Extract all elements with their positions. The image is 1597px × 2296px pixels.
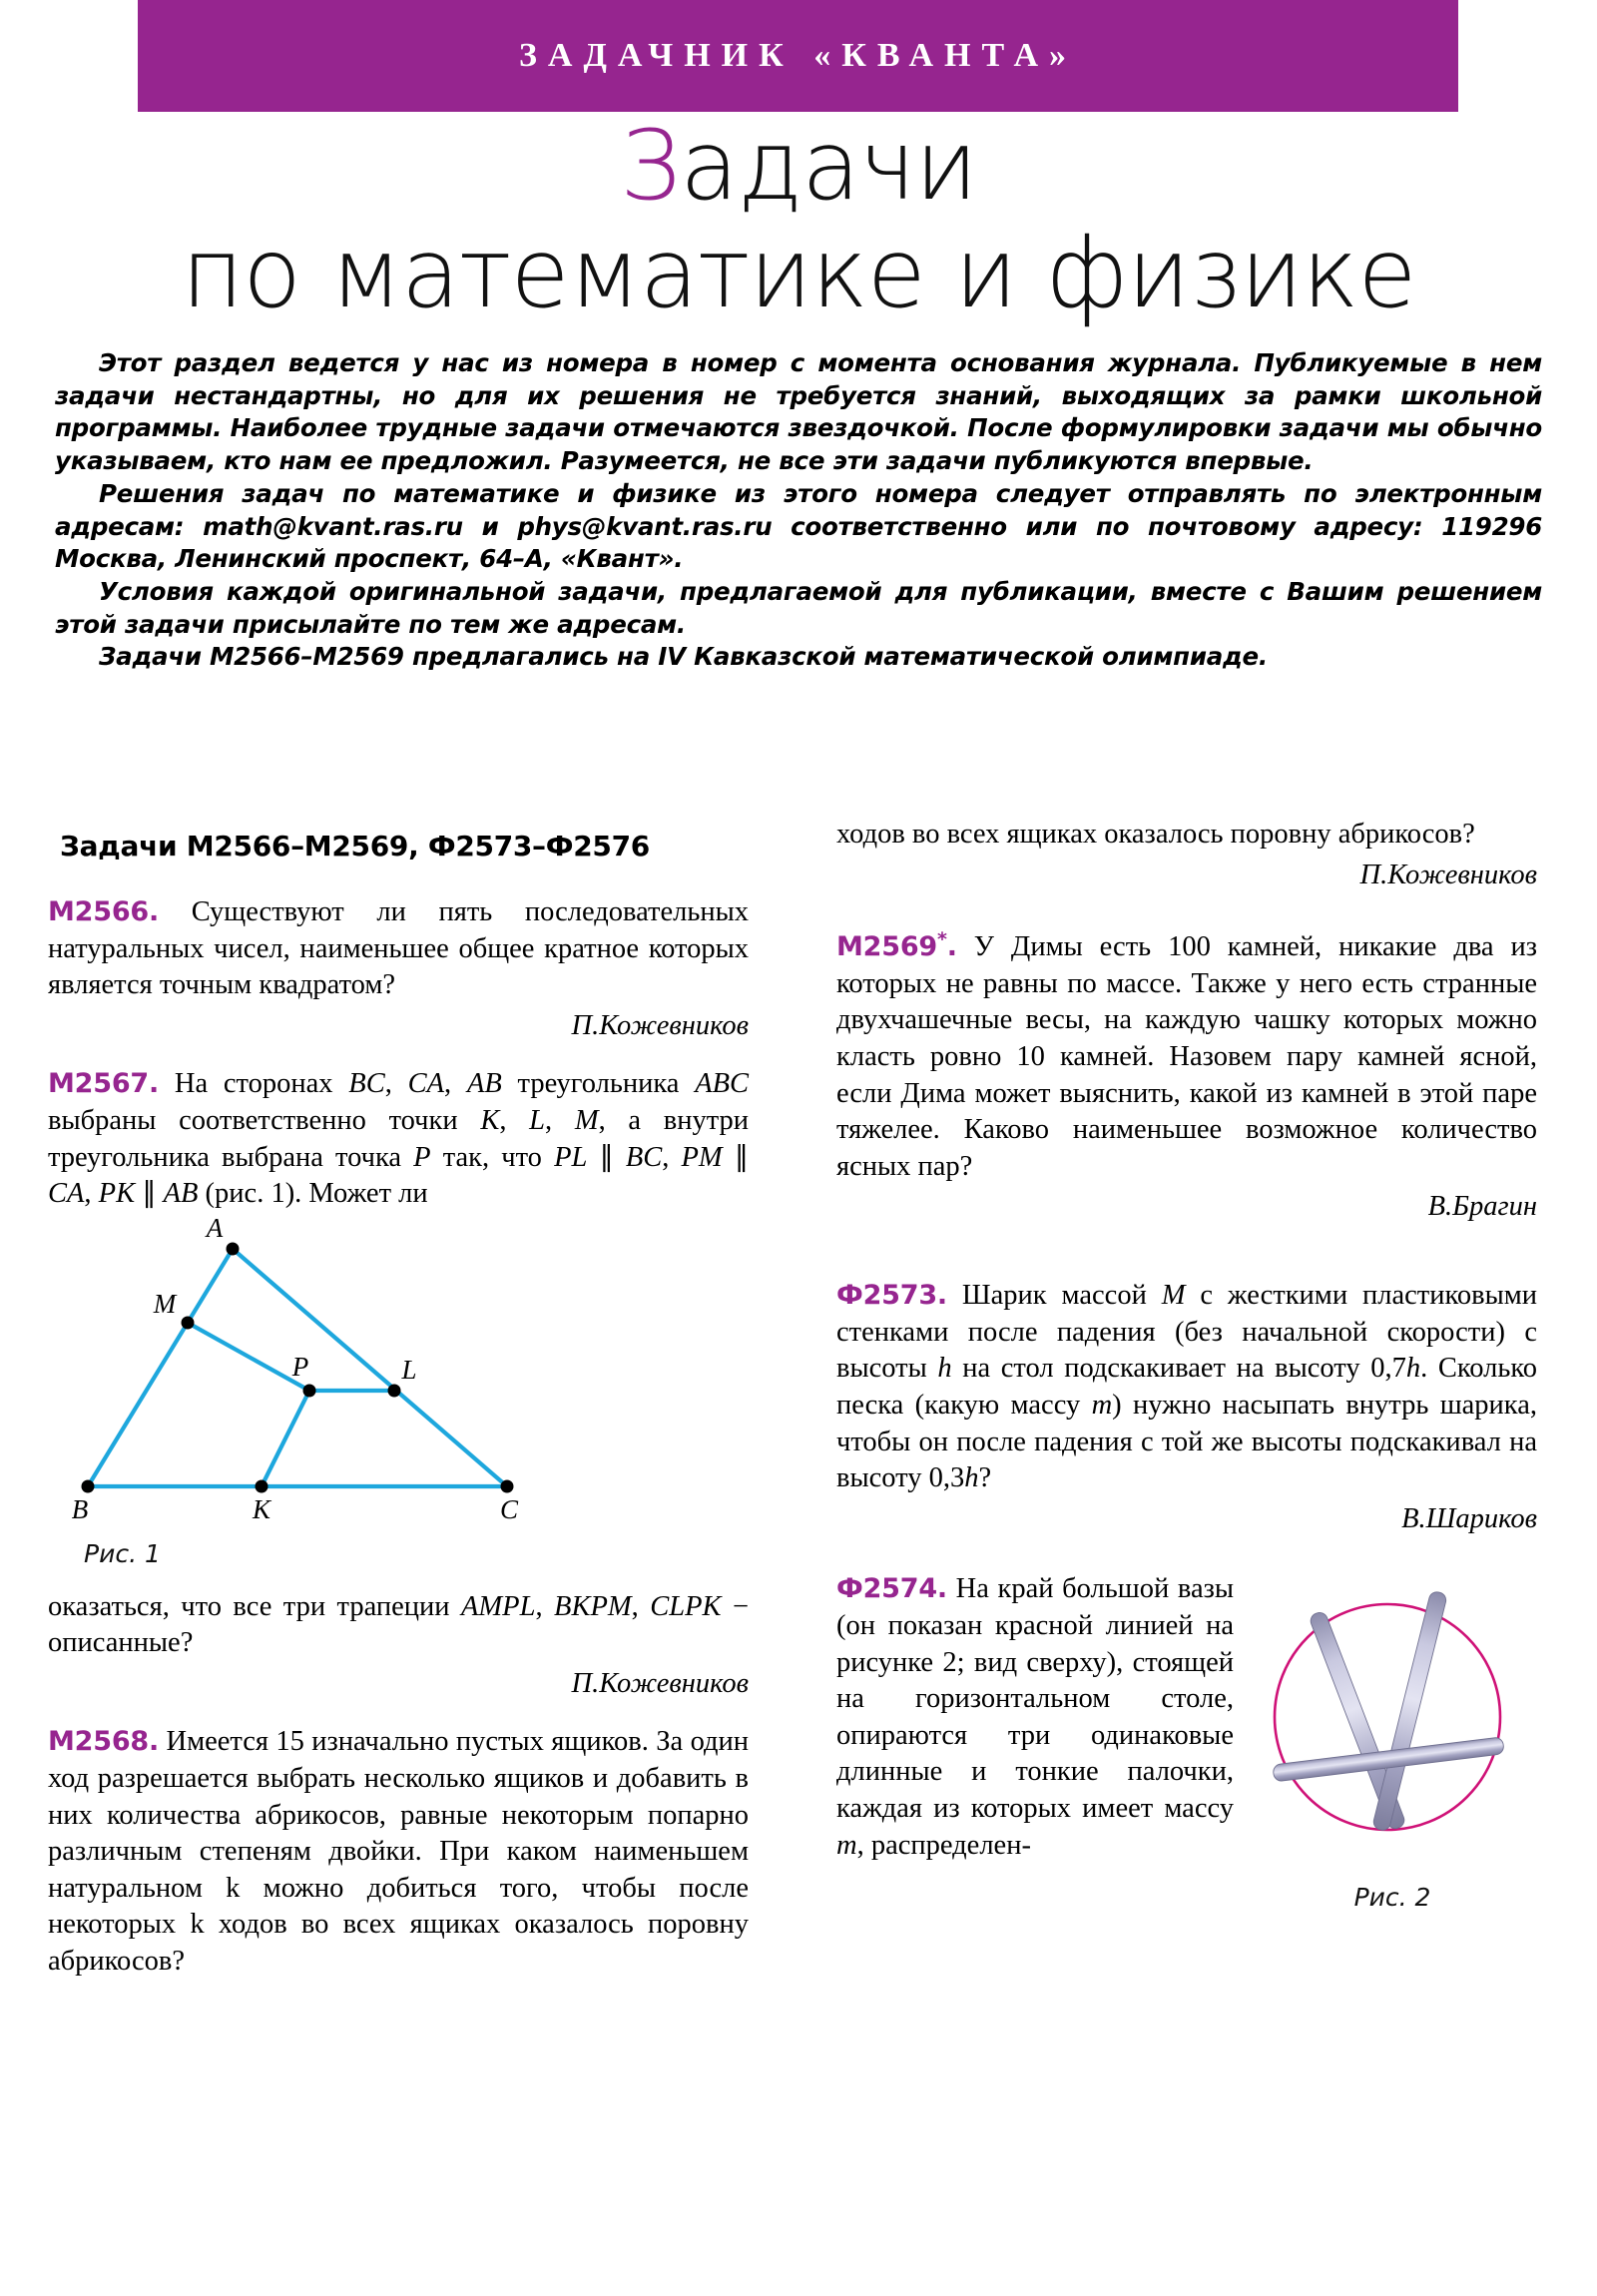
problem-m2567-continued: оказаться, что все три трапеции AMPL, BKPM, CLPK − описанные? — [48, 1590, 750, 1659]
problem-author-f2573: В.Шариков — [1401, 1502, 1537, 1534]
m2567-frag-7: так, что — [442, 1141, 542, 1173]
fig1-point-M — [182, 1316, 195, 1329]
problem-author-m2568: П.Кожевников — [1359, 859, 1537, 890]
figure-1 — [48, 1212, 749, 1571]
problem-body-m2566: Существуют ли пять последовательных натуральных чисел, наименьшее общее кратное которых является точным квадратом? — [48, 895, 749, 1001]
page-title-accent-letter: З — [620, 110, 681, 222]
fig1-side-AC — [233, 1249, 507, 1486]
fig1-seg-PK — [262, 1391, 309, 1486]
problem-id-f2573: Ф2573. — [836, 1280, 947, 1312]
problem-f2573 — [836, 1278, 1537, 1497]
problem-id-m2569: М2569*. — [836, 928, 957, 963]
figure-1-caption: Рис. 1 — [84, 1539, 161, 1569]
fig1-point-L — [388, 1384, 401, 1397]
problem-id-m2566: М2566. — [48, 895, 160, 927]
fig1-label-A: A — [206, 1212, 224, 1243]
problem-m2567 — [48, 1066, 749, 1212]
m2567-frag-11: описанные? — [48, 1627, 194, 1659]
problem-body-f2574: На край большой вазы (он показан красной линией на рисунке 2; вид сверху), стоящей на горизонтальном столе, опираются три одинаковые длинные и тонкие палочки, каждая из которых имеет массу m, распределен- — [836, 1573, 1234, 1861]
problem-body-f2573: Шарик массой M с жесткими пластиковыми стенками после падения (без начальной скорости) с высоты h на стол подскакивает на высоту 0,7h. Сколько песка (какую массу m) нужно насыпать внутрь шарика, чтобы он после падения с той же высоты подскакивал на высоту 0,3h? — [836, 1280, 1538, 1494]
fig1-point-B — [82, 1479, 95, 1492]
m2567-frag-2: треугольника — [517, 1068, 680, 1100]
intro-paragraph-1: Этот раздел ведется у нас из номера в номер с момента основания журнала. Публикуемые в нем задачи нестандартны, но для их решения не требуется знаний, выходящих за рамки школьной программы. Наиболее трудные задачи отмечаются звездочкой. После формулировки задачи мы обычно указываем, кто нам ее предложил. Разумеется, не все эти задачи публикуются впервые. — [55, 348, 1542, 476]
problem-f2574 — [836, 1571, 1537, 1914]
m2567-frag-4: точки — [388, 1105, 458, 1137]
problem-author-m2566: П.Кожевников — [571, 1009, 749, 1041]
problem-id-m2569-text: М2569 — [836, 931, 938, 963]
masthead-label: ЗАДАЧНИК «КВАНТА» — [518, 37, 1077, 74]
problem-id-m2568: М2568. — [48, 1726, 160, 1758]
fig1-point-C — [501, 1479, 514, 1492]
section-heading: Задачи М2566–М2569, Ф2573–Ф2576 — [60, 830, 650, 862]
figure-2 — [1248, 1577, 1537, 1914]
problem-m2566 — [48, 894, 749, 1004]
fig1-label-L: L — [401, 1354, 417, 1385]
problem-m2569 — [836, 927, 1537, 1185]
intro-block — [55, 347, 1542, 674]
fig2-stick-2 — [1372, 1590, 1448, 1832]
problem-id-m2567: М2567. — [48, 1068, 160, 1100]
problem-id-f2574: Ф2574. — [836, 1573, 947, 1605]
m2567-frag-5: , а внутри треугольника — [48, 1105, 750, 1173]
fig1-point-P — [303, 1384, 316, 1397]
problem-body-m2567: На сторонах BC, CA, AB треугольника ABC выбраны соответственно точки K, L, M, а внутри треугольника выбрана точка P так, что PL ∥ BC, PM ∥ CA, PK ∥ AB (рис. 1). Может ли — [48, 1068, 750, 1210]
m2567-frag-6: выбрана точка — [222, 1141, 402, 1173]
left-column — [48, 829, 749, 1981]
fig1-label-M: M — [153, 1288, 177, 1319]
problem-m2568-continued — [836, 817, 1537, 854]
problem-body-m2569: У Димы есть 100 камней, никакие два из которых не равны по массе. Также у него есть странные двухчашечные весы, на каждую чашку которых можно класть ровно 10 камней. Назовем пару камней ясной, если Дима может выяснить, какой из камней в этой паре тяжелее. Каково наименьшее возможное количество ясных пар? — [836, 931, 1538, 1182]
m2567-frag-3: выбраны соответственно — [48, 1105, 366, 1137]
fig1-seg-MP — [188, 1323, 309, 1391]
figure-2-caption: Рис. 2 — [1353, 1882, 1431, 1912]
figure-1-svg — [48, 1212, 687, 1528]
problem-m2568 — [48, 1724, 749, 1980]
intro-paragraph-4: Задачи М2566–М2569 предлагались на IV Кавказской математической олимпиаде. — [99, 642, 1268, 672]
problem-star-m2569: * — [937, 928, 947, 951]
problem-m2568-tail: ходов во всех ящиках оказалось поровну абрикосов? — [836, 819, 1475, 850]
m2567-frag-8: (рис. 1). Может ли — [205, 1178, 428, 1210]
figure-2-svg — [1248, 1577, 1537, 1877]
problem-author-m2569: В.Брагин — [1427, 1191, 1537, 1223]
fig1-side-AB — [88, 1249, 233, 1486]
page-title-line-1 — [0, 110, 1597, 222]
right-column — [836, 817, 1537, 1914]
m2567-frag-1: На сторонах — [174, 1068, 333, 1100]
fig1-label-K: K — [252, 1493, 271, 1524]
page-title-line-2: по математике и физике — [181, 218, 1416, 329]
problem-author-m2567: П.Кожевников — [571, 1667, 749, 1699]
page-title — [0, 110, 1597, 329]
fig1-point-A — [227, 1242, 240, 1255]
intro-paragraph-2: Решения задач по математике и физике из этого номера следует отправлять по электронным адресам: math@kvant.ras.ru и phys@kvant.ras.ru соответственно или по почтовому адресу: 119296 Москва, Ленинский проспект, 64–А, «Квант». — [55, 478, 1542, 574]
fig1-point-K — [256, 1479, 268, 1492]
m2567-frag-10: − — [732, 1590, 750, 1622]
masthead-bar — [138, 0, 1458, 112]
problem-body-m2568: Имеется 15 изначально пустых ящиков. За один ход разрешается выбрать несколько ящиков и добавить в них количества абрикосов, равные некоторым попарно различным степеням двойки. При каком наименьшем натуральном k можно добиться того, чтобы после некоторых k ходов во всех ящиках оказалось поровну абрикосов? — [48, 1726, 750, 1978]
fig1-label-P: P — [291, 1351, 309, 1382]
fig1-label-C: C — [499, 1493, 519, 1524]
page-title-line-1-rest: адачи — [680, 110, 977, 222]
fig1-label-B: B — [71, 1493, 89, 1524]
m2567-frag-9: оказаться, что все три трапеции — [48, 1590, 450, 1622]
intro-paragraph-3: Условия каждой оригинальной задачи, предлагаемой для публикации, вместе с Вашим решением этой задачи присылайте по тем же адресам. — [55, 576, 1542, 639]
